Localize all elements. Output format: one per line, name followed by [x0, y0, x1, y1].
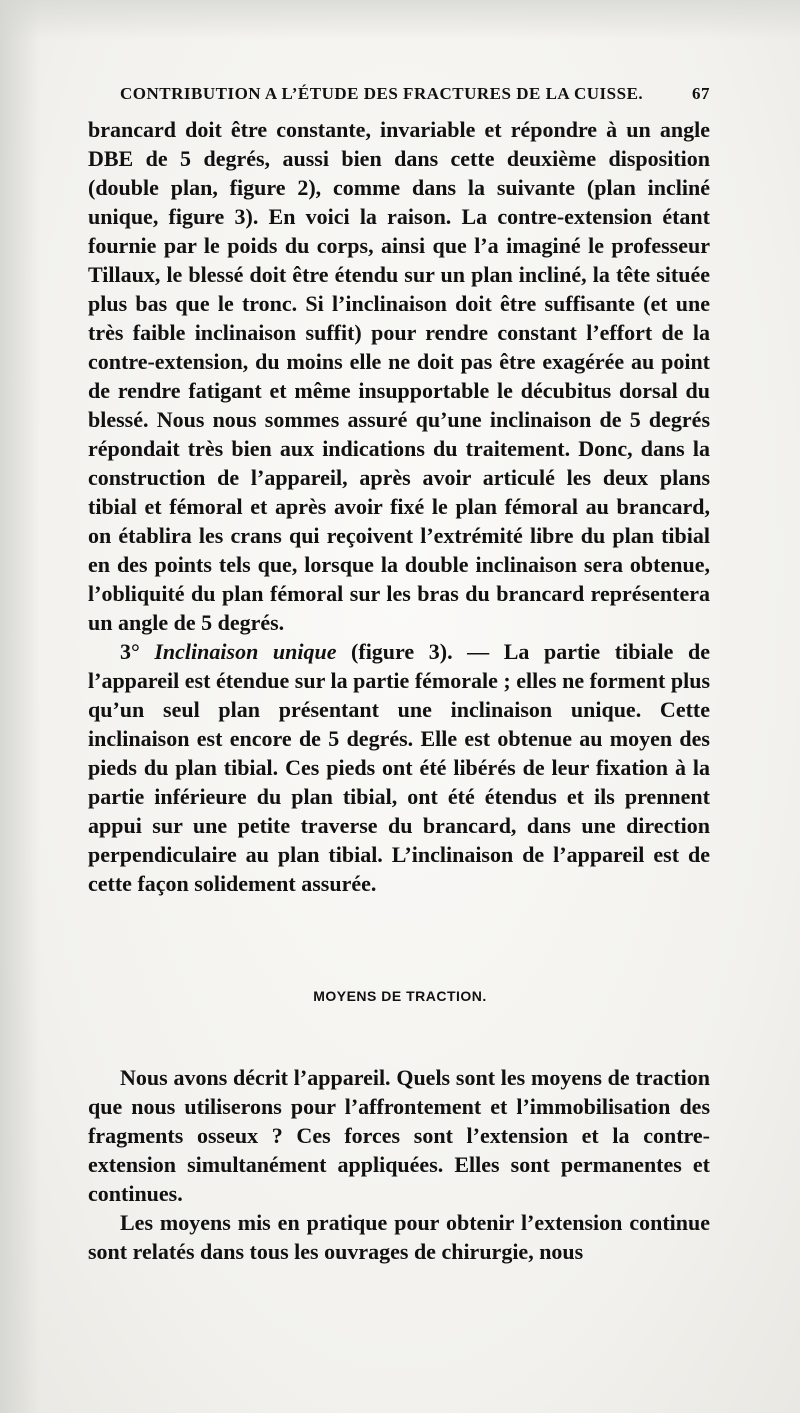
paragraph-2 [88, 637, 710, 898]
paragraph-2-body: (figure 3). — La partie tibiale de l’appareil est étendue sur la partie fémorale ; elles ne forment plus qu’un seul plan présentant une inclinaison unique. Cette inclinaison est encore de 5 degrés. Elle est obtenue au moyen des pieds du plan tibial. Ces pieds ont été libérés de leur fixation à la partie inférieure du plan tibial, ont été étendus et ils prennent appui sur une petite traverse du brancard, dans une direction perpendiculaire au plan tibial. L’inclinaison de l’appareil est de cette façon solidement assurée. [88, 639, 710, 896]
text-block-lower [88, 1063, 710, 1266]
paragraph-2-italic-heading: Inclinaison unique [154, 639, 337, 664]
paragraph-2-lead: 3° [120, 639, 155, 664]
running-header-title: CONTRIBUTION A L’ÉTUDE DES FRACTURES DE LA CUISSE. [120, 84, 644, 103]
paragraph-3: Nous avons décrit l’appareil. Quels sont les moyens de traction que nous utiliserons pour l’affrontement et l’immobilisation des fragments osseux ? Ces forces sont l’extension et la contre-extension simultanément appliquées. Elles sont permanentes et continues. [88, 1065, 710, 1206]
scan-shadow-top [0, 0, 800, 40]
paragraph-4: Les moyens mis en pratique pour obtenir l’extension continue sont relatés dans tous les ouvrages de chirurgie, nous [88, 1210, 710, 1264]
section-heading: MOYENS DE TRACTION. [313, 988, 487, 1004]
page-number: 67 [692, 84, 710, 103]
scan-shadow-left [0, 0, 40, 1413]
paragraph-1: brancard doit être constante, invariable et répondre à un angle DBE de 5 degrés, aussi bien dans cette deuxième disposition (double plan, figure 2), comme dans la suivante (plan incliné unique, figure 3). En voici la raison. La contre-extension étant fournie par le poids du corps, ainsi que l’a imaginé le professeur Tillaux, le blessé doit être étendu sur un plan incliné, la tête située plus bas que le tronc. Si l’inclinaison doit être suffisante (et une très faible inclinaison suffit) pour rendre constant l’effort de la contre-extension, du moins elle ne doit pas être exagérée au point de rendre fatigant et même insupportable le décubitus dorsal du blessé. Nous nous sommes assuré qu’une inclinaison de 5 degrés répondait très bien aux indications du traitement. Donc, dans la construction de l’appareil, après avoir articulé les deux plans tibial et fémoral et après avoir fixé le plan fémoral au brancard, on établira les crans qui reçoivent l’extrémité libre du plan tibial en des points tels que, lorsque la double inclinaison sera obtenue, l’obliquité du plan fémoral sur les bras du brancard représentera un angle de 5 degrés. [88, 117, 710, 635]
text-block-upper [88, 115, 710, 898]
